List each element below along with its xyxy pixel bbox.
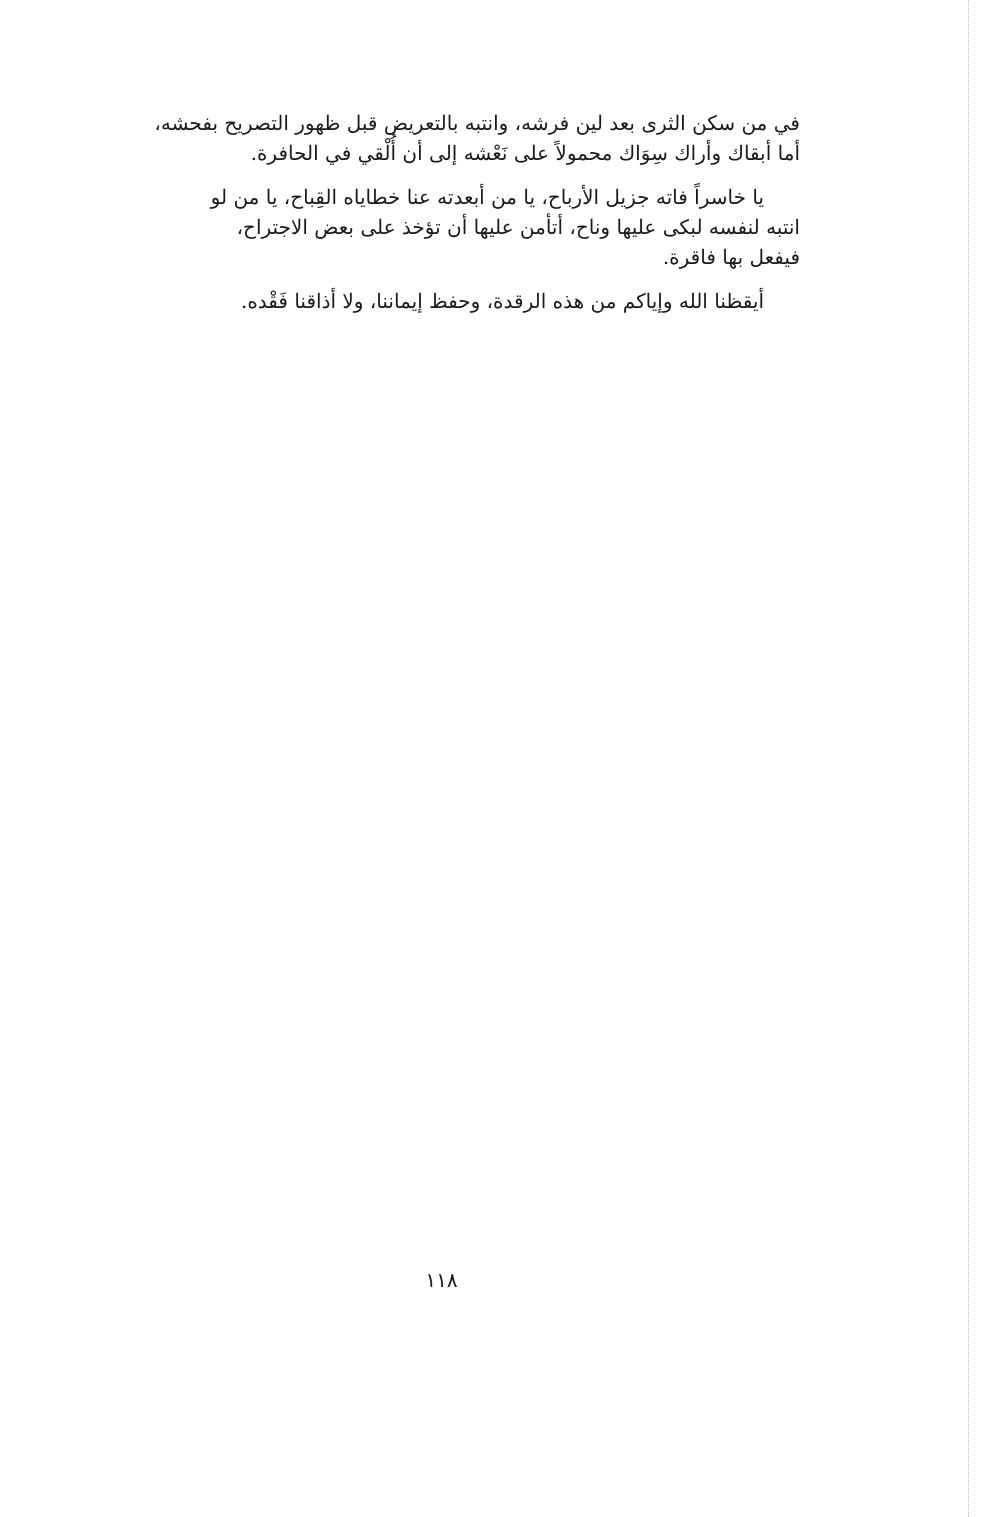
body-text: [100, 108, 800, 316]
paragraph-2: [100, 182, 800, 272]
text-line: في من سكن الثرى بعد لين فرشه، وانتبه بالتعريض قبل ظهور التصريح بفحشه،: [154, 111, 800, 135]
text-line: فيفعل بها فاقرة.: [662, 245, 800, 269]
page-number: ١١٨: [425, 1268, 458, 1292]
text-line: يا خاسراً فاته جزيل الأرباح، يا من أبعدته عنا خطاياه القِباح، يا من لو: [210, 185, 764, 209]
paragraph-3: [100, 286, 800, 316]
text-line: أما أبقاك وأراك سِوَاك محمولاً على نَعْشه إلى أن أُلْقي في الحافرة.: [250, 141, 800, 165]
text-line: انتبه لنفسه لبكى عليها وناح، أتأمن عليها أن تؤخذ على بعض الاجتراح،: [236, 215, 800, 239]
text-line: أيقظنا الله وإياكم من هذه الرقدة، وحفظ إيماننا، ولا أذاقنا فَقْده.: [240, 289, 764, 313]
scan-edge-line: [968, 0, 969, 1517]
paragraph-1: [100, 108, 800, 168]
